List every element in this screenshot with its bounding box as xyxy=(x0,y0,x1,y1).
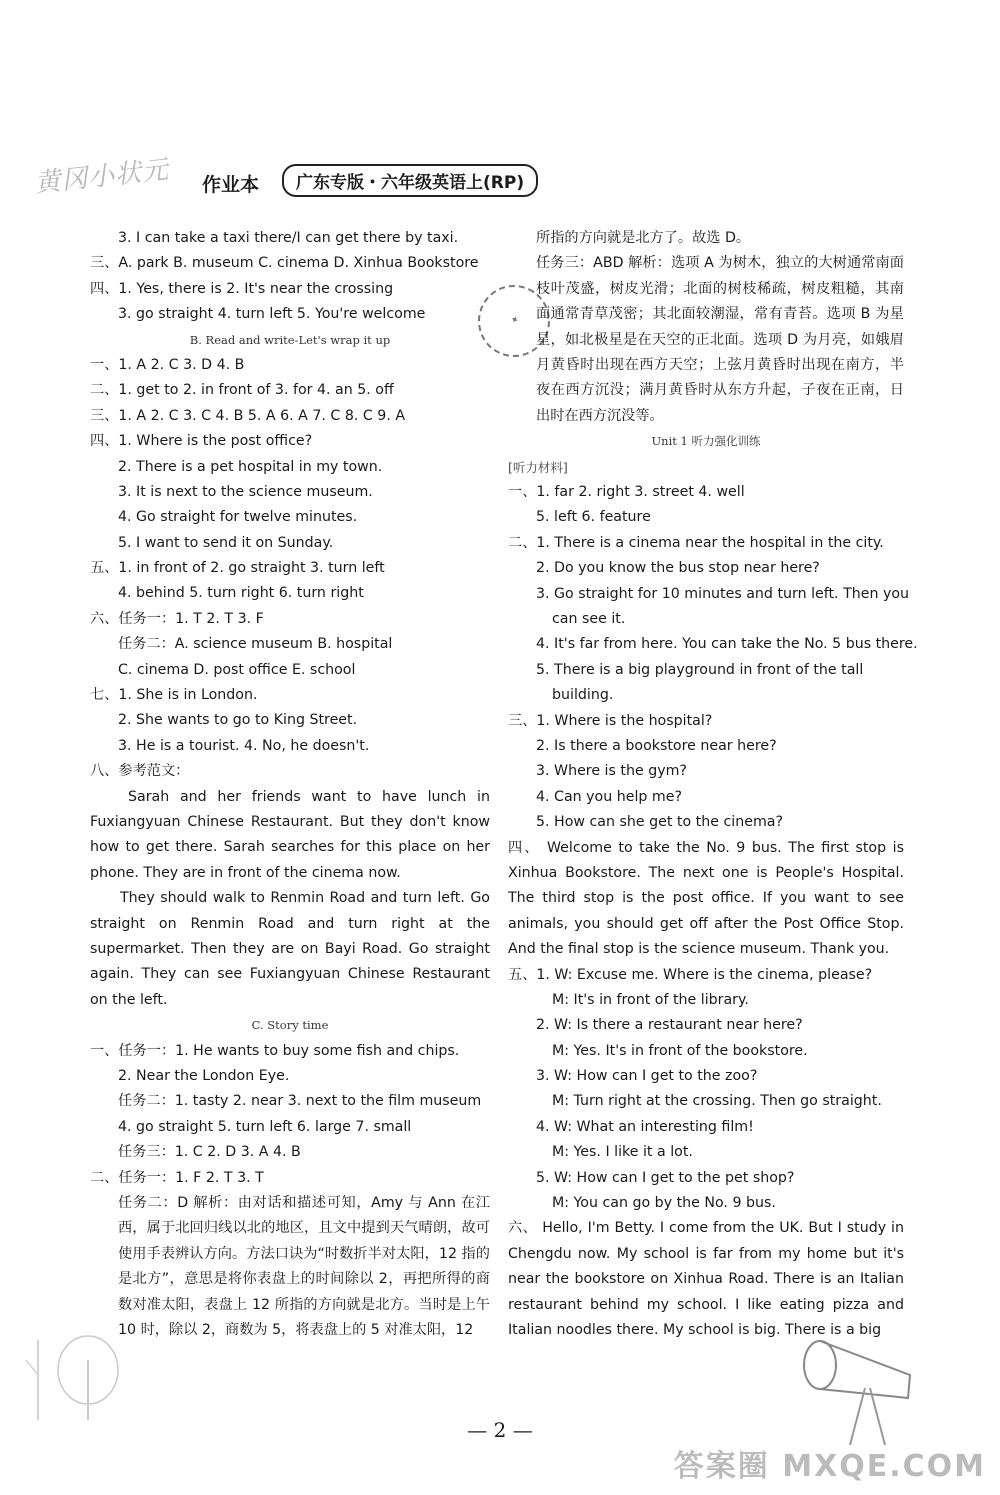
page-number: — 2 — xyxy=(467,1418,533,1442)
answer-line: 二、1. There is a cinema near the hospital in the city. xyxy=(508,534,884,551)
answer-line: 一、1. A 2. C 3. D 4. B xyxy=(90,356,245,373)
answer-line: 4. behind 5. turn right 6. turn right xyxy=(118,585,364,602)
answer-line: 三、1. A 2. C 3. C 4. B 5. A 6. A 7. C 8. C 9. A xyxy=(90,407,406,424)
answer-line: 3. Go straight for 10 minutes and turn left. Then you xyxy=(536,585,910,602)
answer-line: 五、1. in front of 2. go straight 3. turn left xyxy=(90,560,385,577)
edition-badge: 广东专版・六年级英语上(RP) xyxy=(282,164,538,197)
unit-title: Unit 1 听力强化训练 xyxy=(651,434,761,449)
answer-line: 4. Can you help me? xyxy=(536,788,682,805)
answer-line: building. xyxy=(552,687,614,704)
left-column xyxy=(90,226,490,1343)
answer-line: can see it. xyxy=(552,610,626,627)
paragraph-6: 六、 Hello, I'm Betty. I come from the UK. But I study in Chengdu now. My school is far from my home but it's near the bookstore on Xinhua Road. There is an Italian restaurant behind my school. I like eating pizza and Italian noodles there. My school is big. There is a big xyxy=(508,1220,904,1339)
answer-line: 2. She wants to go to King Street. xyxy=(118,712,358,729)
essay-paragraph-2: They should walk to Renmin Road and turn left. Go straight on Renmin Road and turn right at the supermarket. Then they are on Bayi Road. Go straight again. They can see Fuxiangyuan Chinese Restaurant on the left. xyxy=(90,890,490,1008)
site-watermark: 答案圈 MXQE.COM xyxy=(673,1449,986,1484)
task3-explanation: 任务三：ABD 解析：选项 A 为树木，独立的大树通常南面枝叶茂盛，树皮光滑；北面的树枝稀疏，树皮粗糙，其南面通常青草茂密；其北面较潮湿，常有青苔。选项 B 为星星，如北极星是在天空的正北面。选项 D 为月亮，如娥眉月黄昏时出现在西方天空；上弦月黄昏时出现在南方，半夜在西方沉没；满月黄昏时从东方升起，子夜在正南，日出时在西方沉没等。 xyxy=(536,255,904,424)
answer-line: 3. Where is the gym? xyxy=(536,763,687,780)
essay-paragraph-1: Sarah and her friends want to have lunch in Fuxiangyuan Chinese Restaurant. But they don't know how to get there. Sarah searches for this place on her phone. They are in front of the cinema now. xyxy=(90,788,490,881)
answer-line: 4. It's far from here. You can take the No. 5 bus there. xyxy=(536,636,918,653)
answer-line: M: Yes. I like it a lot. xyxy=(552,1144,693,1161)
answer-line: 5. There is a big playground in front of the tall xyxy=(536,661,864,678)
answer-line: 四、1. Yes, there is 2. It's near the crossing xyxy=(90,280,394,297)
answer-line: 3. I can take a taxi there/I can get there by taxi. xyxy=(118,230,459,246)
answer-line: 三、A. park B. museum C. cinema D. Xinhua Bookstore xyxy=(90,255,479,272)
answer-line: 二、1. get to 2. in front of 3. for 4. an 5. off xyxy=(90,382,394,399)
right-column xyxy=(508,226,918,1343)
continued-text: 所指的方向就是北方了。故选 D。 xyxy=(536,230,751,246)
answer-line: 五、1. W: Excuse me. Where is the cinema, please? xyxy=(508,966,873,983)
answer-line: 四、1. Where is the post office? xyxy=(90,433,313,450)
answer-line: 2. Near the London Eye. xyxy=(118,1068,290,1085)
answer-line: 2. There is a pet hospital in my town. xyxy=(118,458,383,475)
page-header xyxy=(30,150,980,210)
answer-line: 七、1. She is in London. xyxy=(90,687,258,704)
answer-line: 一、任务一：1. He wants to buy some fish and chips. xyxy=(90,1042,460,1059)
answer-line: 5. How can she get to the cinema? xyxy=(536,814,783,831)
section-title: B. Read and write-Let's wrap it up xyxy=(189,332,391,347)
answer-line: 3. He is a tourist. 4. No, he doesn't. xyxy=(118,737,370,754)
answer-line: M: Turn right at the crossing. Then go straight. xyxy=(552,1093,882,1110)
answer-line: 任务三：1. C 2. D 3. A 4. B xyxy=(118,1144,301,1161)
answer-line: 3. It is next to the science museum. xyxy=(118,483,373,500)
answer-line: 任务二：1. tasty 2. near 3. next to the film museum xyxy=(118,1093,482,1110)
answer-line: M: You can go by the No. 9 bus. xyxy=(552,1195,776,1212)
answer-line: M: Yes. It's in front of the bookstore. xyxy=(552,1042,808,1059)
answer-line: 八、参考范文： xyxy=(90,763,190,780)
answer-line: 一、1. far 2. right 3. street 4. well xyxy=(508,484,745,501)
answer-line: 2. Do you know the bus stop near here? xyxy=(536,560,820,577)
answer-line: 二、任务一：1. F 2. T 3. T xyxy=(90,1169,264,1186)
answer-line: 5. left 6. feature xyxy=(536,509,651,526)
answer-line: 5. W: How can I get to the pet shop? xyxy=(536,1169,795,1186)
answer-line: 六、任务一：1. T 2. T 3. F xyxy=(90,610,264,627)
answer-line: 三、1. Where is the hospital? xyxy=(508,712,713,729)
answer-line: 2. W: Is there a restaurant near here? xyxy=(536,1017,803,1034)
ink-stamp: ✦ xyxy=(466,273,562,369)
answer-line: 3. go straight 4. turn left 5. You're welcome xyxy=(118,306,426,323)
section-title-c: C. Story time xyxy=(251,1018,329,1033)
homework-title: 作业本 xyxy=(202,174,260,196)
answer-line: 4. go straight 5. turn left 6. large 7. small xyxy=(118,1118,412,1135)
paragraph-4: 四、 Welcome to take the No. 9 bus. The first stop is Xinhua Bookstore. The next one is People's Hospital. The third stop is the post office. If you want to see animals, you should get off after the Post Office Stop. And the final stop is the science museum. Thank you. xyxy=(508,839,904,958)
answer-line: 4. W: What an interesting film! xyxy=(536,1118,754,1135)
answer-line: M: It's in front of the library. xyxy=(552,991,749,1008)
answer-line: 3. W: How can I get to the zoo? xyxy=(536,1068,758,1085)
brand-logo: 黄冈小状元 xyxy=(33,155,171,199)
tree-illustration xyxy=(18,1330,128,1420)
explanation-text: 任务二：D 解析：由对话和描述可知，Amy 与 Ann 在江西，属于北回归线以北的地区，且文中提到天气晴朗，故可使用手表辨认方向。方法口诀为“时数折半对太阳，12 指的是北方”，意思是将你表盘上的时间除以 2，再把所得的商数对准太阳，表盘上 12 所指的方向就是北方。当时是上午 10 时，除以 2，商数为 5，将表盘上的 5 对准太阳，12 xyxy=(118,1194,490,1339)
answer-line: 5. I want to send it on Sunday. xyxy=(118,534,334,551)
answer-line: 任务二：A. science museum B. hospital xyxy=(118,636,393,653)
answer-line: C. cinema D. post office E. school xyxy=(118,661,356,678)
answer-line: 4. Go straight for twelve minutes. xyxy=(118,509,358,526)
answer-line: 2. Is there a bookstore near here? xyxy=(536,737,777,754)
materials-label: [听力材料] xyxy=(508,459,568,475)
